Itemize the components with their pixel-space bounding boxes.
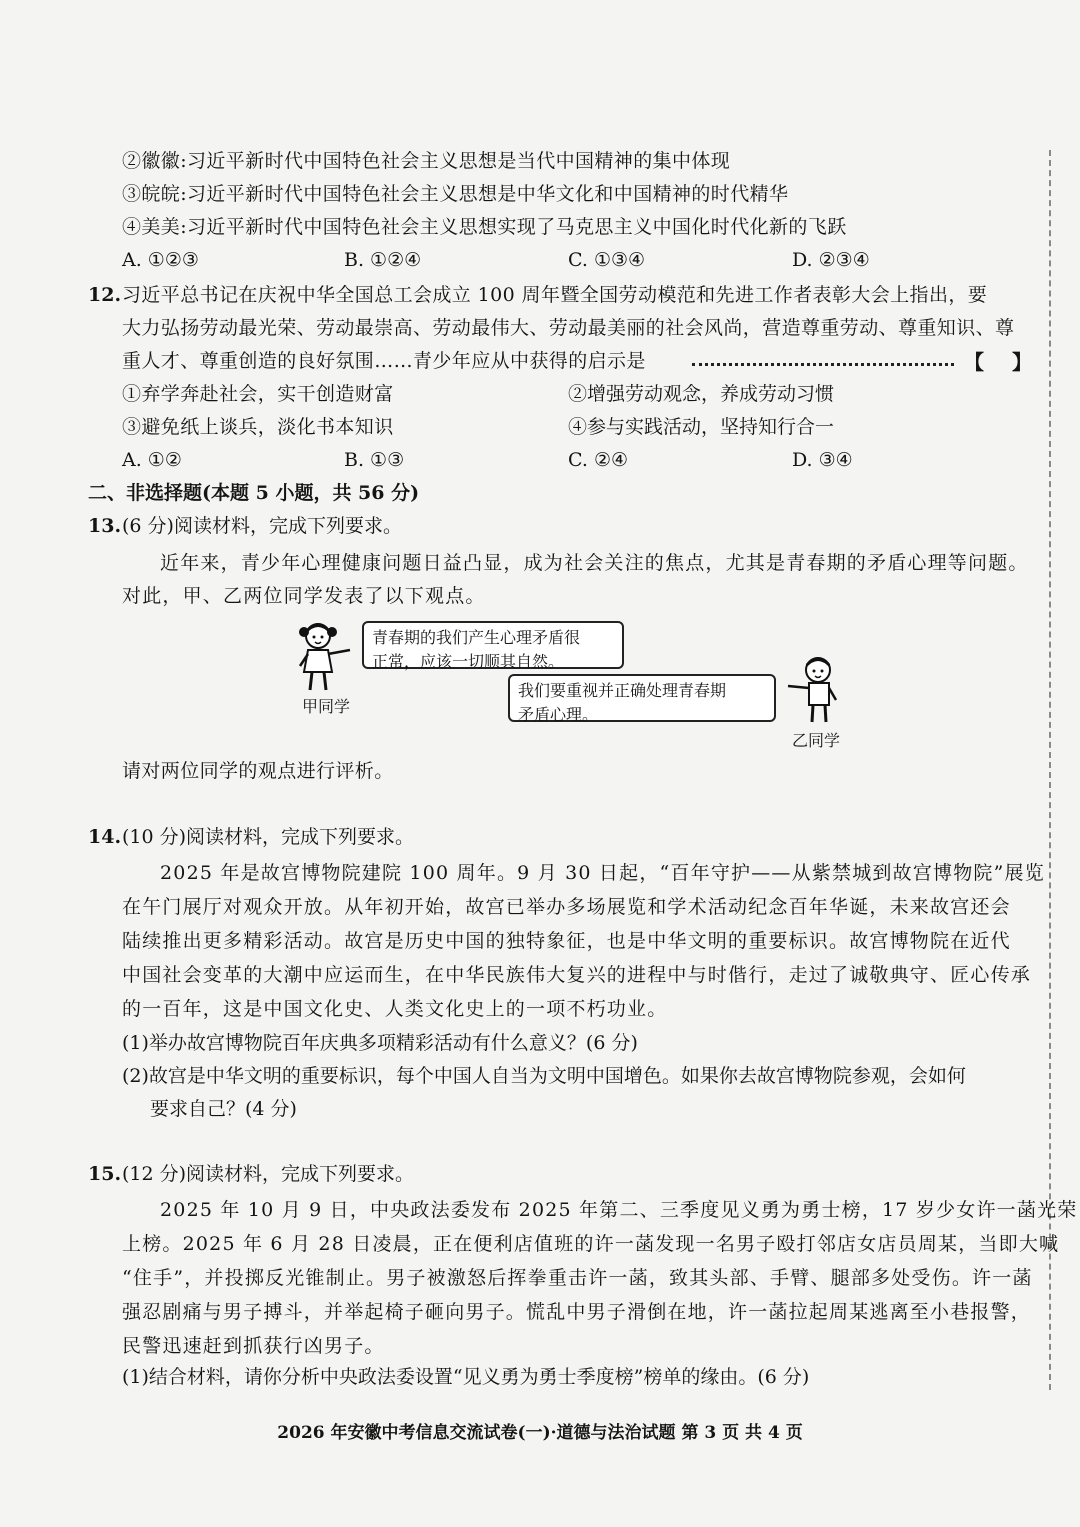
q12-option-c[interactable]: C. ②④ (568, 449, 629, 471)
q14-heading: (10 分)阅读材料，完成下列要求。 (122, 826, 415, 848)
q11-option-d[interactable]: D. ②③④ (792, 249, 870, 271)
q12-stem-line3: 重人才、尊重创造的良好氛围……青少年应从中获得的启示是 (122, 350, 646, 372)
answer-bracket-close: 】 (1012, 350, 1032, 374)
q13-material-line2: 对此，甲、乙两位同学发表了以下观点。 (122, 585, 486, 607)
q12-statement-1: ①弃学奔赴社会，实干创造财富 (122, 383, 394, 405)
q12-stem-line2: 大力弘扬劳动最光荣、劳动最崇高、劳动最伟大、劳动最美丽的社会风尚，营造尊重劳动、尊重知识、尊 (122, 317, 1015, 339)
caption-yi: 乙同学 (792, 731, 841, 750)
q14-material-line5: 的一百年，这是中国文化史、人类文化史上的一项不朽功业。 (122, 998, 668, 1020)
q14-number: 14. (88, 826, 122, 848)
q11-statement-4: ④美美:习近平新时代中国特色社会主义思想实现了马克思主义中国化时代化新的飞跃 (122, 216, 847, 238)
q12-stem-line1: 习近平总书记在庆祝中华全国总工会成立 100 周年暨全国劳动模范和先进工作者表彰大会上指出，要 (122, 284, 988, 306)
q11-option-a[interactable]: A. ①②③ (122, 249, 199, 271)
student-jia-illustration (296, 620, 356, 694)
speech-bubble-yi (508, 674, 776, 722)
q14-subquestion-2-line1: (2)故宫是中华文明的重要标识，每个中国人自当为文明中国增色。如果你去故宫博物院参观，会如何 (122, 1065, 966, 1087)
q11-option-c[interactable]: C. ①③④ (568, 249, 646, 271)
q14-material-line3: 陆续推出更多精彩活动。故宫是历史中国的独特象征，也是中华文明的重要标识。故宫博物院在近代 (122, 930, 1011, 952)
q15-number: 15. (88, 1163, 122, 1185)
q13-material-line1: 近年来，青少年心理健康问题日益凸显，成为社会关注的焦点，尤其是青春期的矛盾心理等问题。 (160, 552, 1029, 574)
q12-option-b[interactable]: B. ①③ (344, 449, 405, 471)
page-footer: 2026 年安徽中考信息交流试卷(一)·道德与法治试题 第 3 页 共 4 页 (277, 1423, 803, 1443)
bubble-jia-line2: 正常，应该一切顺其自然。 (372, 652, 565, 671)
q15-material-line5: 民警迅速赶到抓获行凶男子。 (122, 1335, 385, 1357)
answer-bracket-open: 【 (964, 350, 984, 374)
q14-material-line4: 中国社会变革的大潮中应运而生，在中华民族伟大复兴的进程中与时偕行，走过了诚敬典守、匠心传承 (122, 964, 1032, 986)
q13-heading: (6 分)阅读材料，完成下列要求。 (122, 515, 402, 537)
q11-statement-3: ③皖皖:习近平新时代中国特色社会主义思想是中华文化和中国精神的时代精华 (122, 183, 789, 205)
caption-jia: 甲同学 (302, 697, 351, 716)
q12-statement-3: ③避免纸上谈兵，淡化书本知识 (122, 416, 394, 438)
q15-heading: (12 分)阅读材料，完成下列要求。 (122, 1163, 415, 1185)
q14-subquestion-2-line2: 要求自己？(4 分) (150, 1098, 297, 1120)
speech-bubble-jia (362, 621, 624, 669)
q15-material-line2: 上榜。2025 年 6 月 28 日凌晨，正在便利店值班的许一菡发现一名男子殴打邻店女店员周某，当即大喊 (122, 1233, 1060, 1255)
bubble-yi-line1: 我们要重视并正确处理青春期 (518, 681, 727, 700)
bubble-jia-line1: 青春期的我们产生心理矛盾很 (372, 628, 581, 647)
q11-option-b[interactable]: B. ①②④ (344, 249, 422, 271)
q11-statement-2: ②徽徽:习近平新时代中国特色社会主义思想是当代中国精神的集中体现 (122, 150, 731, 172)
q13-task: 请对两位同学的观点进行评析。 (122, 760, 394, 782)
q12-statement-4: ④参与实践活动，坚持知行合一 (568, 416, 835, 438)
q15-subquestion-1: (1)结合材料，请你分析中央政法委设置“见义勇为勇士季度榜”榜单的缘由。(6 分) (122, 1366, 810, 1388)
q14-material-line1: 2025 年是故宫博物院建院 100 周年。9 月 30 日起，“百年守护——从紫禁城到故宫博物院”展览 (160, 862, 1045, 884)
q15-material-line3: “住手”，并投掷反光锥制止。男子被激怒后挥拳重击许一菡，致其头部、手臂、腿部多处受伤。许一菡 (122, 1267, 1033, 1289)
q14-subquestion-1: (1)举办故宫博物院百年庆典多项精彩活动有什么意义？(6 分) (122, 1032, 638, 1054)
q12-option-a[interactable]: A. ①② (122, 449, 182, 471)
q15-material-line4: 强忍剧痛与男子搏斗，并举起椅子砸向男子。慌乱中男子滑倒在地，许一菡拉起周某逃离至小巷报警， (122, 1301, 1032, 1323)
student-yi-illustration (782, 656, 844, 726)
bubble-yi-line2: 矛盾心理。 (518, 705, 599, 724)
q12-number: 12. (88, 284, 122, 306)
q14-material-line2: 在午门展厅对观众开放。从年初开始，故宫已举办多场展览和学术活动纪念百年华诞，未来故宫还会 (122, 896, 1011, 918)
q12-statement-2: ②增强劳动观念，养成劳动习惯 (568, 383, 835, 405)
answer-leader-dots (692, 348, 954, 374)
q13-number: 13. (88, 515, 122, 537)
q15-material-line1: 2025 年 10 月 9 日，中央政法委发布 2025 年第二、三季度见义勇为勇士榜，17 岁少女许一菡光荣 (160, 1199, 1078, 1221)
section-heading: 二、非选择题(本题 5 小题，共 56 分) (88, 482, 420, 504)
q12-option-d[interactable]: D. ③④ (792, 449, 853, 471)
